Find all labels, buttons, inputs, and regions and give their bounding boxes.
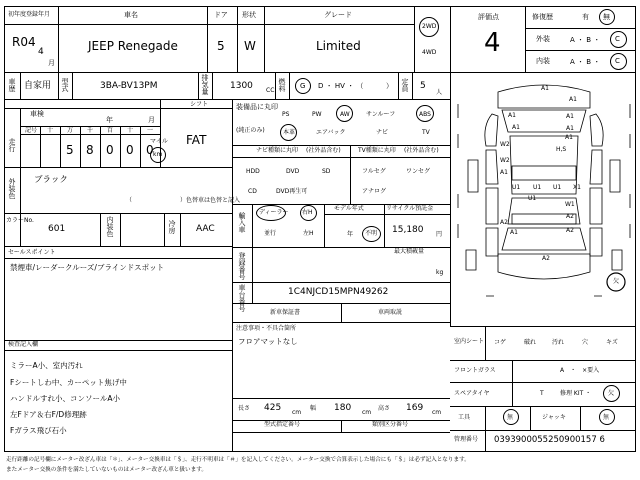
mark-a1-8: A1 xyxy=(500,169,508,176)
recycle-value: 15,180 xyxy=(392,225,424,235)
max-load-label: 最大積載量 xyxy=(394,248,425,255)
import-right-h: 右H xyxy=(302,209,313,216)
capacity-value: 5 xyxy=(420,81,426,91)
equip-airbag: エアバック xyxy=(316,129,346,136)
first-reg-era: R04 xyxy=(12,35,36,49)
digit-label-2: 千 xyxy=(87,127,94,134)
model-label: 型式 xyxy=(61,78,69,92)
jack-none: 無 xyxy=(603,414,610,421)
width-value: 180 xyxy=(334,403,352,413)
mileage-label: 走行 xyxy=(8,138,16,152)
mileage-digit-1: 8 xyxy=(86,143,94,157)
shape-label: 形状 xyxy=(242,11,256,19)
mark-a1-5: A1 xyxy=(512,124,520,131)
rating-value: 4 xyxy=(484,28,501,58)
car-damage-diagram xyxy=(452,74,636,326)
navi-sd: SD xyxy=(322,168,331,175)
tools-label: 工具 xyxy=(458,414,471,421)
mark-a2-1: A2 xyxy=(500,219,508,226)
interior-color-label: 内装色 xyxy=(106,216,114,237)
mgmt-value: 0393900055250900157 6 xyxy=(494,435,605,445)
mark-a1-7: A1 xyxy=(565,134,573,141)
tv-analog: アナログ xyxy=(362,188,387,195)
seat-label: 室内シート xyxy=(454,338,485,345)
spare-missing: 欠 xyxy=(608,390,615,397)
mileage-digit-0: 5 xyxy=(66,143,74,157)
mark-w2-1: W2 xyxy=(500,141,510,148)
fuel-label: 燃料 xyxy=(278,78,286,92)
tv-oneseg: ワンセグ xyxy=(406,168,431,175)
cc-unit: CC xyxy=(266,87,275,94)
mark-a1-2: A1 xyxy=(569,96,577,103)
fuel-close: ） xyxy=(386,82,393,90)
seat-hole: 穴 xyxy=(582,339,589,346)
color-note: （ ）色替車は色替と記入 xyxy=(126,197,241,204)
equipment-sublabel: (純正のみ) xyxy=(236,127,265,134)
navi-dvd: DVD xyxy=(286,168,300,175)
first-reg-label: 初年度登録年月 xyxy=(8,11,51,18)
capacity-unit: 人 xyxy=(436,89,443,96)
first-reg-month-unit: 月 xyxy=(48,59,55,67)
import-left-h: 左H xyxy=(303,230,314,237)
warranty-manual: 車両取説 xyxy=(378,309,403,316)
mark-a2-2: A2 xyxy=(566,213,574,220)
footer-line-1: 走行距離の記号欄にメーター改ざん車は「＊」、メーター交換車は「＄」、走行不明車は「＃」を記入してください。メーター交換で合算表示した場合にも「＄」は必ず記入となります。 xyxy=(6,457,470,463)
front-glass-label: フロントガラス xyxy=(454,367,496,374)
model-year-label: モデル年式 xyxy=(334,205,364,212)
navi-dvd-play: DVD再生可 xyxy=(276,188,308,195)
mgmt-label: 管理番号 xyxy=(454,436,479,443)
interior-options: A ・ B ・ xyxy=(570,58,601,66)
repair-yes: 有 xyxy=(582,13,589,21)
mark-x1: X1 xyxy=(573,184,581,191)
vehicle-history-value: 自家用 xyxy=(24,81,52,91)
mile-label: マイル xyxy=(150,138,168,145)
displacement-label: 排気量 xyxy=(201,74,209,95)
mark-a1-6: A1 xyxy=(566,125,574,132)
chassis-value: 1C4NJCD15MPN49262 xyxy=(288,287,389,297)
door-label: ドア xyxy=(214,11,228,19)
chassis-label: 車台番号 xyxy=(238,284,246,312)
inspector-label: 検査記入欄 xyxy=(8,341,39,348)
mileage-digit-2: 0 xyxy=(106,143,114,157)
inspector-line-3: 左Fドア＆右F/D修理跡 xyxy=(10,410,87,419)
recycle-yen: 円 xyxy=(436,231,443,238)
spare-label: スペアタイヤ xyxy=(454,390,490,397)
equip-ps: PS xyxy=(282,111,290,118)
inspection-label: 車検 xyxy=(30,110,44,118)
equip-leather: 本革 xyxy=(283,129,296,136)
door-count: 5 xyxy=(217,39,225,53)
mileage-digit-4: 0 xyxy=(146,143,154,157)
seat-dirt: 汚れ xyxy=(552,339,565,346)
digit-label-0: 十 xyxy=(47,127,54,134)
displacement-value: 1300 xyxy=(230,81,253,91)
mark-a2-3: A2 xyxy=(566,227,574,234)
inspector-line-4: Fガラス飛び石小 xyxy=(10,426,67,435)
equip-pw: PW xyxy=(312,111,322,118)
tv-fullseg: フルセグ xyxy=(362,168,386,175)
tv-sub: (社外品含む) xyxy=(404,147,439,154)
interior-label: 内装 xyxy=(536,57,550,65)
inspection-month: 月 xyxy=(148,116,155,124)
navi-sub: (社外品含む) xyxy=(306,147,341,154)
import-label: 輸入車 xyxy=(238,212,246,233)
inspector-line-2: ハンドルすれ小、コンソールA小 xyxy=(10,394,120,403)
mark-u1-2: U1 xyxy=(533,184,542,191)
mark-a1-4: A1 xyxy=(566,113,574,120)
repair-none: 無 xyxy=(603,13,610,21)
digit-label-4: 十 xyxy=(127,127,134,134)
navi-hdd: HDD xyxy=(246,168,260,175)
mark-a2-4: A2 xyxy=(542,255,550,262)
vehicle-history-label: 車歴 xyxy=(8,78,16,92)
spare-kit: 修理 KIT ・ xyxy=(560,390,592,397)
car-name: JEEP Renegade xyxy=(88,39,178,53)
max-load-unit: kg xyxy=(436,269,444,276)
mark-w1: W1 xyxy=(565,201,575,208)
exterior-label: 外装 xyxy=(536,35,550,43)
notes-label: 注意事項・不具合箇所 xyxy=(236,325,297,332)
import-parallel: 並行 xyxy=(264,230,277,237)
color-value: ブラック xyxy=(34,175,68,185)
sales-point-text: 禁煙車/レーダークルーズ/ブラインドスポット xyxy=(10,263,165,272)
reg-number-label: 登録番号 xyxy=(238,252,246,280)
inspector-line-0: ミラーA小、室内汚れ xyxy=(10,361,83,370)
inspector-line-1: Fシートしわ中、カーペット焦げ中 xyxy=(10,378,127,387)
length-value: 425 xyxy=(264,403,282,413)
footer-line-2: またメーター交換の条件を満たしていないものはメーター改ざん車と扱います。 xyxy=(6,467,207,473)
repair-label: 修復歴 xyxy=(532,13,553,21)
drive-4wd: 4WD xyxy=(422,49,437,56)
first-reg-month: 4 xyxy=(38,47,44,57)
spare-t: T xyxy=(540,390,544,397)
navi-header: ナビ種類に丸印 xyxy=(256,147,299,154)
inspection-year: 年 xyxy=(106,116,113,124)
model-year-unknown: 不明 xyxy=(365,230,378,237)
mark-a1-1: A1 xyxy=(541,85,549,92)
tv-header: TV種類に丸印 xyxy=(358,147,396,154)
front-glass-value: A ・ ×要入 xyxy=(560,367,600,374)
height-label: 高さ xyxy=(378,405,391,412)
mark-w2-2: W2 xyxy=(500,157,510,164)
sales-point-label: セールスポイント xyxy=(8,249,56,256)
digit-label-1: 万 xyxy=(67,127,74,134)
navi-cd: CD xyxy=(248,188,257,195)
seat-burn: コゲ xyxy=(494,339,507,346)
interior-selected: C xyxy=(615,57,620,65)
jack-label: ジャッキ xyxy=(542,414,566,421)
model-year-unit: 年 xyxy=(347,231,354,238)
width-unit: cm xyxy=(362,409,372,416)
color-no-label: カラーNo. xyxy=(6,217,34,224)
fuel-gasoline: G xyxy=(300,82,306,90)
class-label: 類別区分番号 xyxy=(372,421,409,428)
equip-sunroof: サンルーフ xyxy=(366,111,396,118)
rating-label: 評価点 xyxy=(478,13,499,21)
notes-text: フロアマットなし xyxy=(238,337,298,346)
mark-u1-1: U1 xyxy=(512,184,521,191)
color-label: 外装色 xyxy=(8,178,16,199)
body-shape: W xyxy=(244,39,256,53)
mark-a1-3: A1 xyxy=(508,112,516,119)
model-value: 3BA-BV13PM xyxy=(100,81,158,91)
grade-value: Limited xyxy=(316,39,361,53)
color-no-value: 601 xyxy=(48,224,66,234)
exterior-options: A ・ B ・ xyxy=(570,36,601,44)
equipment-label: 装備品に丸印 xyxy=(236,103,278,111)
drive-2wd: 2WD xyxy=(422,23,437,30)
height-unit: cm xyxy=(432,409,442,416)
length-unit: cm xyxy=(292,409,302,416)
shift-label: シフト xyxy=(190,101,209,108)
equip-abs: ABS xyxy=(419,111,431,118)
km-label: km xyxy=(153,151,163,158)
width-label: 幅 xyxy=(310,405,317,412)
car-name-label: 車名 xyxy=(124,11,138,19)
mark-u1-4: U1 xyxy=(528,195,537,202)
ac-label: 冷房 xyxy=(168,220,176,234)
mark-missing: 欠 xyxy=(613,278,620,285)
seat-tear: 破れ xyxy=(524,339,537,346)
digit-label-3: 百 xyxy=(107,127,114,134)
ac-value: AAC xyxy=(196,224,215,234)
mark-u1-3: U1 xyxy=(553,184,562,191)
tools-none: 無 xyxy=(507,414,514,421)
mileage-digit-3: 0 xyxy=(126,143,134,157)
type-spec-label: 型式指定番号 xyxy=(264,421,301,428)
length-label: 長さ xyxy=(238,405,251,412)
shift-value: FAT xyxy=(186,133,207,147)
fuel-other: D ・ HV ・ （ xyxy=(318,82,364,90)
equip-aw: AW xyxy=(340,111,350,118)
import-dealer: ディーラー xyxy=(259,209,289,216)
grade-label: グレード xyxy=(324,11,352,19)
recycle-label: リサイクル預託金 xyxy=(386,205,434,212)
equip-tv: TV xyxy=(422,129,430,136)
exterior-selected: C xyxy=(615,35,620,43)
digit-label-5: 一 xyxy=(147,127,154,134)
mark-a1-9: A1 xyxy=(510,229,518,236)
seat-scratch: キズ xyxy=(606,339,618,346)
mark-hs: H,S xyxy=(556,146,567,153)
height-value: 169 xyxy=(406,403,424,413)
capacity-label: 定員 xyxy=(401,78,409,92)
mileage-symbol: 記号 xyxy=(25,127,38,134)
warranty-new-car: 新車保証書 xyxy=(270,309,301,316)
equip-navi: ナビ xyxy=(376,129,389,136)
